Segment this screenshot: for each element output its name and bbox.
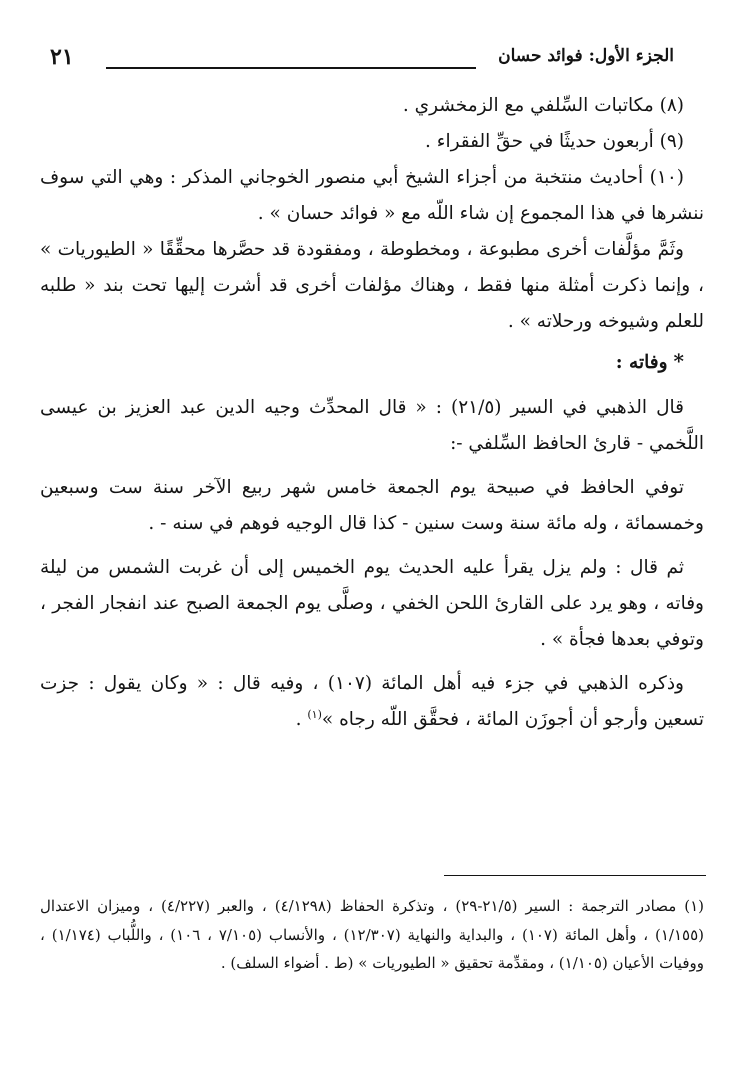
- list-item-10: (١٠) أحاديث منتخبة من أجزاء الشيخ أبي منصور الخوجاني المذكر : وهي التي سوف ننشرها في هذا المجموع إن شاء اللّه مع « فوائد حسان » .: [40, 167, 704, 225]
- page-number: ٢١: [50, 44, 74, 70]
- asterisk-icon: *: [673, 349, 684, 374]
- paragraph-centenarians-text: وذكره الذهبي في جزء فيه أهل المائة (١٠٧) ، وفيه قال : « وكان يقول : جزت تسعين وأرجو أن أجوزَن المائة ، فحقَّق اللّه رجاه »: [40, 672, 704, 730]
- paragraph-last-day: ثم قال : ولم يزل يقرأ عليه الحديث يوم الخميس إلى أن غربت الشمس من ليلة وفاته ، وهو يرد على القارئ اللحن الخفي ، وصلَّى يوم الجمعة الصبح عند انفجار الفجر ، وتوفي بعدها فجأة » .: [40, 556, 704, 650]
- paragraph-dhahabi-quote: قال الذهبي في السير (٢١/٥) : « قال المحدِّث وجيه الدين عبد العزيز بن عيسى اللَّخمي - قارئ الحافظ السِّلفي -:: [40, 396, 704, 454]
- footnote: [40, 892, 704, 978]
- section-heading-text: وفاته :: [615, 352, 668, 374]
- running-title: الجزء الأول: فوائد حسان: [498, 46, 674, 66]
- list-item-8: (٨) مكاتبات السِّلفي مع الزمخشري .: [402, 95, 684, 116]
- paragraph-end-punctuation: .: [295, 709, 308, 730]
- header-rule: [106, 67, 476, 69]
- section-heading: [40, 342, 704, 381]
- paragraph-death-date: توفي الحافظ في صبيحة يوم الجمعة خامس شهر ربيع الآخر سنة ست وسبعين وخمسمائة ، وله مائة سنة وست سنين - كذا قال الوجيه فوهم في سنه - .: [40, 476, 704, 534]
- footnote-marker: (١): [307, 707, 322, 721]
- main-text: [40, 88, 704, 738]
- paragraph-centenarians: [40, 666, 704, 738]
- footnote-rule: [444, 875, 706, 876]
- footnote-text: (١) مصادر الترجمة : السير (٢١/٥-٢٩) ، وتذكرة الحفاظ (٤/١٢٩٨) ، والعبر (٤/٢٢٧) ، وميزان الاعتدال (١/١٥٥) ، وأهل المائة (١٠٧) ، والبداية والنهاية (١٢/٣٠٧) ، والأنساب (٧/١٠٥ ، ١٠٦) ، واللُّباب (١/١٧٤) ، ووفيات الأعيان (١/١٠٥) ، ومقدِّمة تحقيق « الطيوريات » (ط . أضواء السلف) .: [40, 897, 704, 972]
- paragraph-other-works: وثَمَّ مؤلَّفات أخرى مطبوعة ، ومخطوطة ، ومفقودة قد حصَّرها محقِّقًا « الطيوريات » ، وإنما ذكرت أمثلة منها فقط ، وهناك مؤلفات أخرى قد أشرت إليها تحت بند « طلبه للعلم وشيوخه ورحلاته » .: [40, 239, 704, 333]
- list-item-9: (٩) أربعون حديثًا في حقِّ الفقراء .: [424, 131, 684, 153]
- page-header: [40, 40, 674, 80]
